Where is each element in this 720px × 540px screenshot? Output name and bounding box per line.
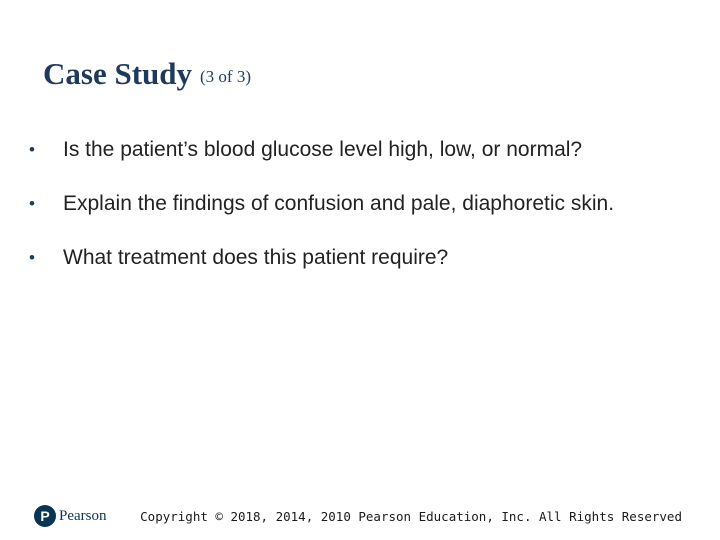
pearson-logo-icon: P [34,505,56,527]
bullet-marker: • [29,248,35,267]
pearson-logo [34,505,107,527]
bullet-text: Explain the findings of confusion and pale, diaphoretic skin. [63,192,615,215]
bullet-item [29,136,689,163]
bullet-text: What treatment does this patient require? [63,246,449,269]
slide-title [43,56,251,92]
title-page-indicator: (3 of 3) [200,67,251,86]
title-text: Case Study [43,56,193,91]
pearson-logo-text: Pearson [59,507,107,524]
bullet-marker: • [29,194,35,213]
bullet-list [29,136,689,298]
bullet-text: Is the patient’s blood glucose level high, low, or normal? [63,138,583,161]
bullet-marker: • [29,140,35,159]
bullet-item [29,190,689,217]
copyright-notice: Copyright © 2018, 2014, 2010 Pearson Education, Inc. All Rights Reserved [140,509,682,524]
bullet-item [29,244,689,271]
